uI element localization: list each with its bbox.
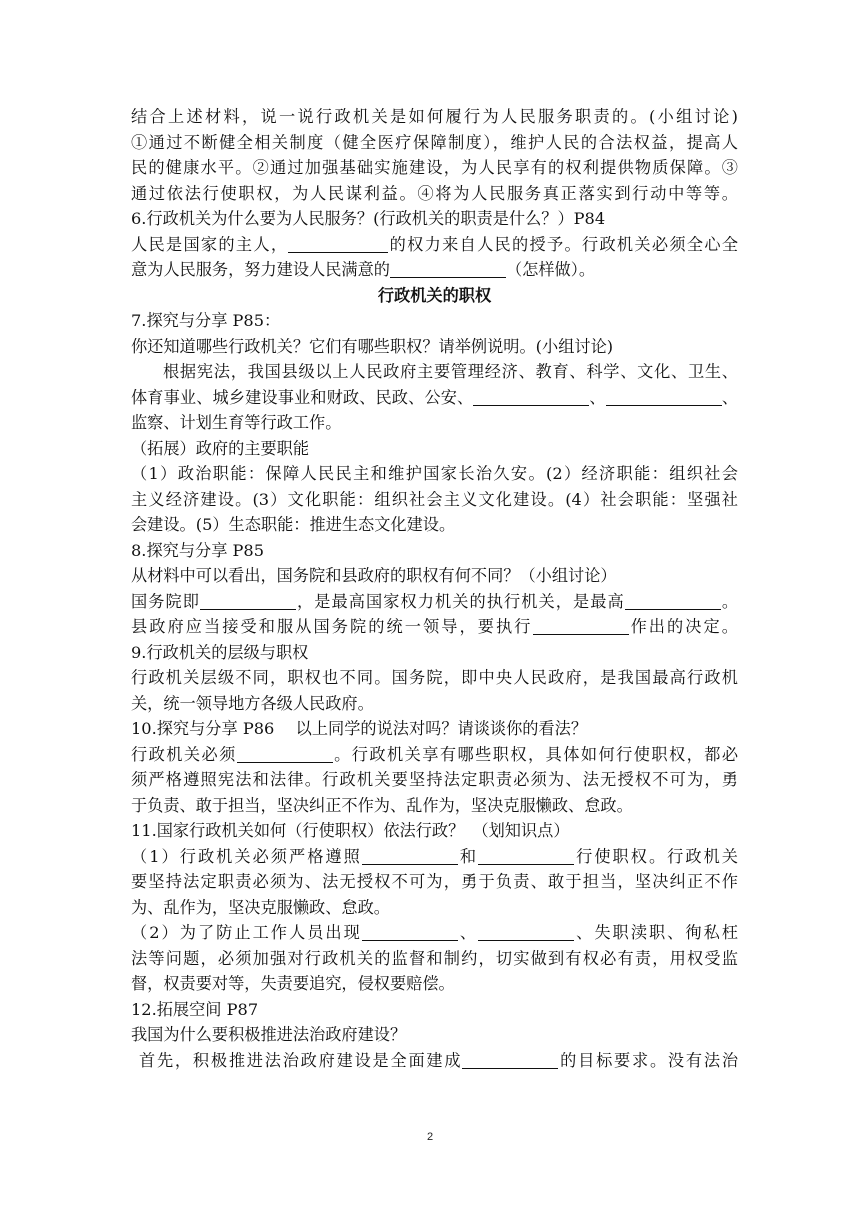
fill-blank[interactable]: [237, 745, 333, 763]
text-line: ①通过不断健全相关制度（健全医疗保障制度），维护人民的合法权益，提高人: [131, 132, 738, 152]
text-segment: 国务院即: [131, 591, 200, 611]
fill-blank[interactable]: [390, 260, 506, 278]
text-line: 监察、计划生育等行政工作。: [131, 413, 342, 432]
question-heading: 12.拓展空间 P87: [131, 999, 259, 1019]
text-line: 关，统一领导地方各级人民政府。: [131, 693, 374, 713]
text-line: （1）政治职能：保障人民民主和维护国家长治久安。(2）经济职能：组织社会: [131, 464, 738, 483]
text-line: 民的健康水平。②通过加强基础实施建设，为人民享有的权利提供物质保障。③: [131, 158, 738, 177]
question-heading: 7.探究与分享 P85：: [131, 311, 281, 330]
text-line: [131, 844, 738, 870]
text-line: 你还知道哪些行政机关？它们有哪些职权？请举例说明。(小组讨论): [131, 336, 614, 356]
text-line: 根据宪法，我国县级以上人民政府主要管理经济、教育、科学、文化、卫生、: [163, 362, 738, 381]
text-line: 主义经济建设。(3）文化职能：组织社会主义文化建设。(4）社会职能：坚强社: [131, 489, 738, 509]
text-line: [131, 385, 738, 411]
text-segment: 和: [457, 846, 479, 866]
text-line: 结合上述材料，说一说行政机关是如何履行为人民服务职责的。(小组讨论): [131, 107, 738, 126]
text-line: 督，权责要对等，失责要追究，侵权要赔偿。: [131, 974, 455, 993]
text-line: [131, 614, 738, 640]
page-content: [131, 104, 738, 1073]
question-heading: 11.国家行政机关如何（行使职权）依法行政？ （划知识点）: [131, 821, 570, 840]
text-line: [131, 920, 738, 946]
text-line: [131, 742, 738, 768]
fill-blank[interactable]: [625, 592, 721, 610]
fill-blank[interactable]: [288, 235, 388, 253]
text-line: 法等问题，必须加强对行政机关的监督和制约，切实做到有权必有责，用权受监: [131, 948, 738, 968]
fill-blank[interactable]: [362, 847, 458, 865]
fill-blank[interactable]: [362, 923, 458, 941]
question-heading: 8.探究与分享 P85: [131, 540, 265, 560]
fill-blank[interactable]: [478, 923, 574, 941]
text-segment: 人民是国家的主人，: [131, 234, 289, 254]
text-segment: 体育事业、城乡建设事业和财政、民政、公安、: [131, 387, 474, 407]
text-line: [131, 589, 738, 615]
fill-blank[interactable]: [478, 847, 574, 865]
text-segment: 行使职权。行政机关: [574, 846, 738, 866]
text-segment: 、: [721, 387, 739, 407]
text-segment: 意为人民服务，努力建设人民满意的: [131, 260, 390, 279]
text-line: 会建设。(5）生态职能：推进生态文化建设。: [131, 515, 456, 534]
text-line: 通过依法行使职权，为人民谋利益。④将为人民服务真正落实到行动中等等。: [131, 183, 738, 203]
text-segment: （1）行政机关必须严格遵照: [131, 846, 362, 866]
fill-blank[interactable]: [200, 592, 296, 610]
question-heading: 10.探究与分享 P86 以上同学的说法对吗？请谈谈你的看法？: [131, 719, 588, 738]
fill-blank[interactable]: [606, 388, 722, 406]
text-segment: 首先，积极推进法治政府建设是全面建成: [139, 1050, 463, 1070]
text-segment: 、: [457, 923, 479, 942]
text-segment: 的权力来自人民的授予。行政机关必须全心全: [388, 234, 739, 254]
section-heading: 行政机关的职权: [377, 285, 492, 305]
text-segment: 、: [589, 387, 606, 407]
fill-blank[interactable]: [462, 1051, 558, 1069]
text-line: 要坚持法定职责必须为、法无授权不可为，勇于负责、敢于担当，坚决纠正不作: [131, 872, 738, 891]
text-line: 我国为什么要积极推进法治政府建设？: [131, 1025, 407, 1044]
page-number: 2: [426, 1131, 434, 1143]
text-segment: （怎样做）。: [506, 260, 596, 279]
text-line: 从材料中可以看出，国务院和县政府的职权有何不同？（小组讨论）: [131, 566, 617, 585]
text-segment: 作出的决定。: [628, 617, 738, 636]
text-line: 须严格遵照宪法和法律。行政机关要坚持法定职责必须为、法无授权不可为，勇: [131, 770, 738, 789]
text-segment: 县政府应当接受和服从国务院的统一领导，要执行: [131, 617, 533, 636]
text-segment: 。行政机关享有哪些职权，具体如何行使职权，都必: [332, 744, 739, 764]
question-heading: 9.行政机关的层级与职权: [131, 642, 309, 662]
text-line: [131, 1048, 738, 1074]
text-segment: ，是最高国家权力机关的执行机关，是最高: [296, 591, 625, 611]
fill-blank[interactable]: [533, 617, 629, 635]
text-line: [131, 257, 738, 283]
text-line: 于负责、敢于担当，坚决纠正不作为、乱作为，坚决克服懒政、怠政。: [131, 795, 633, 815]
text-line: 行政机关层级不同，职权也不同。国务院，即中央人民政府，是我国最高行政机: [131, 668, 738, 687]
text-line: [131, 232, 738, 258]
text-segment: 的目标要求。没有法治: [558, 1050, 739, 1070]
text-line: （拓展）政府的主要职能: [131, 438, 310, 458]
text-segment: 、失职渎职、徇私枉: [574, 923, 738, 942]
fill-blank[interactable]: [473, 388, 589, 406]
text-segment: （2）为了防止工作人员出现: [131, 923, 362, 942]
text-line: 为、乱作为，坚决克服懒政、怠政。: [131, 897, 390, 917]
text-segment: 行政机关必须: [131, 744, 237, 764]
text-segment: 。: [720, 591, 739, 611]
question-heading: 6.行政机关为什么要为人民服务？(行政机关的职责是什么？）P84: [131, 209, 606, 228]
